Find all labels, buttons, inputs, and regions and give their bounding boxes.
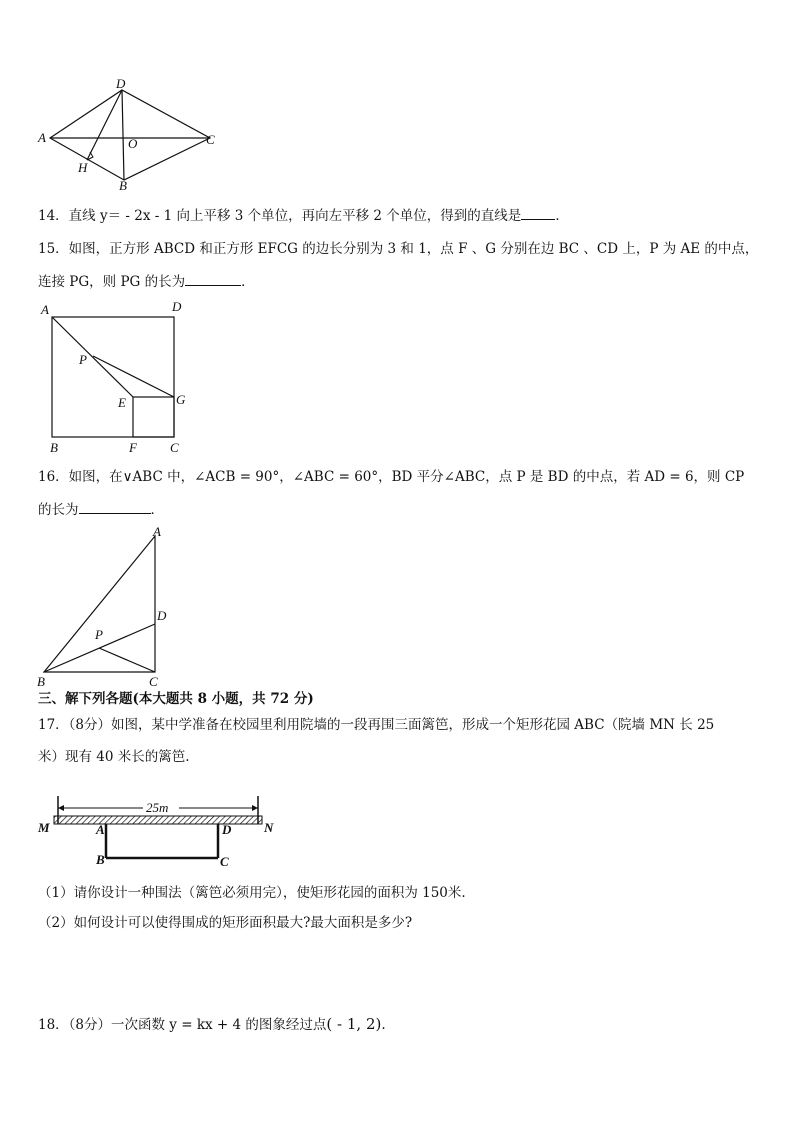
label-C: C	[206, 132, 215, 147]
label-H: H	[78, 160, 88, 175]
question-17-line2: 米）现有 40 米长的篱笆.	[38, 749, 190, 765]
label-M: M	[38, 820, 50, 835]
label-D: D	[116, 76, 126, 91]
question-17-part2: （2）如何设计可以使得围成的矩形面积最大?最大面积是多少?	[38, 915, 413, 931]
label-P: P	[95, 627, 103, 642]
label-A: A	[96, 822, 105, 837]
triangle-figure	[34, 524, 174, 690]
question-16-end: ．	[150, 502, 164, 518]
label-C: C	[220, 854, 229, 869]
question-18-text: 18．（8分）一次函数 y = kx + 4 的图象经过点	[38, 1017, 327, 1033]
question-15-text: 连接 PG，则 PG 的长为	[38, 274, 186, 290]
answer-blank	[521, 206, 555, 220]
label-A: A	[41, 302, 49, 317]
label-O: O	[128, 136, 138, 151]
question-15-line2	[38, 272, 255, 291]
label-A: A	[153, 524, 161, 539]
question-16-text: 的长为	[38, 502, 79, 518]
label-B: B	[37, 674, 45, 689]
answer-blank	[79, 500, 151, 514]
question-17-part1: （1）请你设计一种围法（篱笆必须用完），使矩形花园的面积为 150米.	[38, 885, 466, 901]
question-15-line1: 15．如图，正方形 ABCD 和正方形 EFCG 的边长分别为 3 和 1，点 F 、G 分别在边 BC 、CD 上，P 为 AE 的中点，	[38, 241, 759, 257]
label-C: C	[170, 440, 179, 455]
label-A: A	[38, 130, 46, 145]
question-16-line2	[38, 500, 164, 519]
label-D: D	[222, 822, 232, 837]
label-E: E	[118, 395, 126, 410]
section-3-title: 三、解下列各题(本大题共 8 小题，共 72 分)	[38, 691, 314, 707]
label-C: C	[149, 674, 158, 689]
squares-figure	[38, 300, 198, 460]
answer-blank	[185, 272, 241, 286]
question-17-line1: 17．（8分）如图，某中学准备在校园里利用院墙的一段再围三面篱笆，形成一个矩形花园 ABC（院墙 MN 长 25	[38, 717, 715, 733]
label-P: P	[79, 352, 87, 367]
fence-figure	[36, 790, 286, 870]
question-18-end: .	[381, 1017, 386, 1033]
label-G: G	[176, 392, 186, 407]
label-B: B	[119, 178, 127, 193]
question-14	[38, 206, 569, 225]
label-F: F	[129, 440, 137, 455]
question-15-end: ．	[241, 274, 255, 290]
question-18	[38, 1015, 386, 1034]
label-D: D	[172, 300, 182, 314]
label-B: B	[96, 852, 105, 867]
question-18-point: ( - 1, 2)	[326, 1015, 382, 1033]
rhombus-figure	[30, 76, 230, 196]
label-N: N	[264, 820, 274, 835]
question-14-end: ．	[555, 208, 569, 224]
length-label: 25m	[146, 800, 169, 815]
label-D: D	[157, 608, 167, 623]
label-B: B	[50, 440, 58, 455]
question-16-line1: 16．如图，在∨ABC 中，∠ACB = 90°，∠ABC = 60°，BD 平分∠ABC，点 P 是 BD 的中点，若 AD = 6，则 CP	[38, 469, 745, 485]
question-14-text: 14．直线 y＝ - 2x - 1 向上平移 3 个单位，再向左平移 2 个单位，得到的直线是	[38, 208, 522, 224]
